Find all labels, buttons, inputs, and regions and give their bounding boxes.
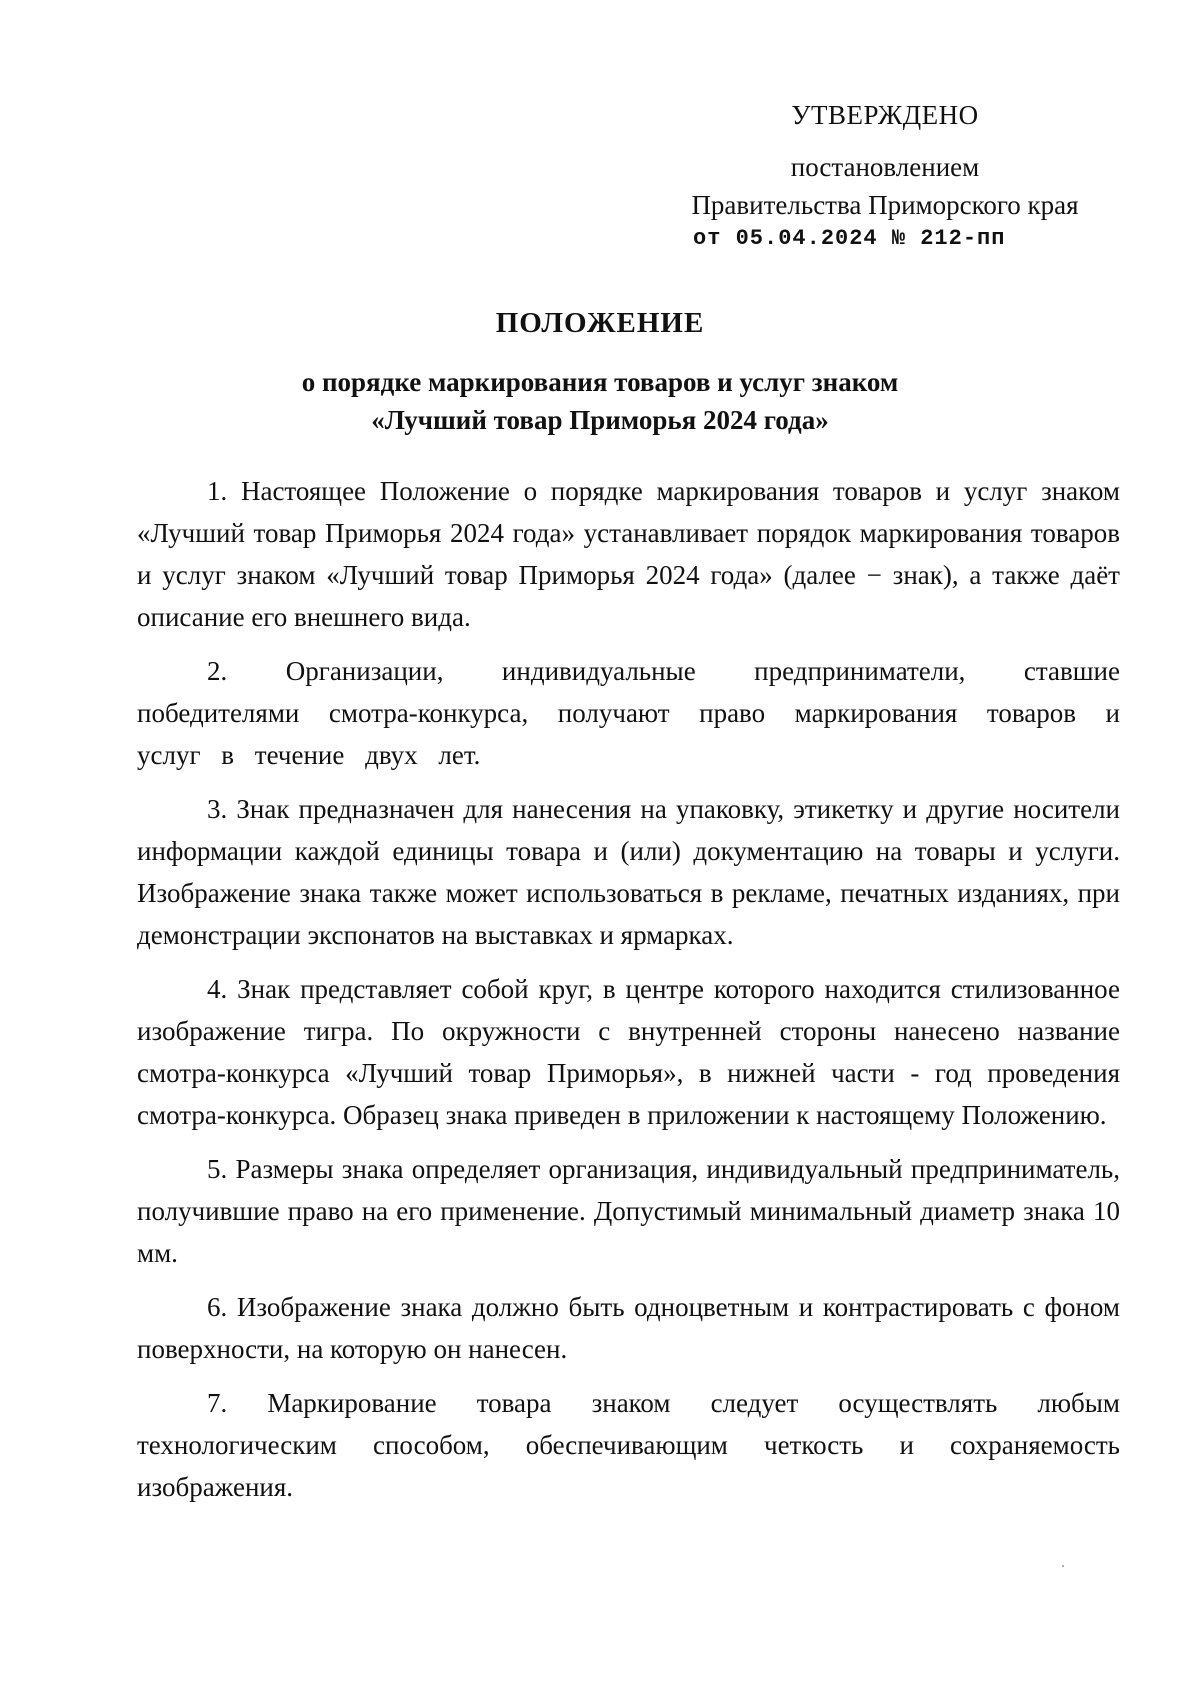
subtitle-line-2: «Лучший товар Приморья 2024 года» [371, 405, 829, 435]
document-subtitle [0, 363, 1200, 439]
approval-block [665, 96, 1105, 254]
approval-stamp: УТВЕРЖДЕНО [791, 100, 979, 130]
paragraph-3: 3. Знак предназначен для нанесения на упаковку, этикетку и другие носители информации каждой единицы товара и (или) документацию на товары и услуги. Изображение знака также может использоваться в рекламе, печатных изданиях, при демонстрации экспонатов на выставках и ярмарках. [137, 794, 1120, 950]
paragraph-2: 2. Организации, индивидуальные предприниматели, ставшие победителями смотра-конкурса, получают право маркирования товаров и услуг в течение двух лет. [137, 656, 1120, 770]
document-title: ПОЛОЖЕНИЕ [495, 307, 705, 339]
approval-line-2: Правительства Приморского края [691, 190, 1079, 220]
subtitle-line-1: о порядке маркирования товаров и услуг знаком [301, 367, 899, 397]
paragraph-5: 5. Размеры знака определяет организация, индивидуальный предприниматель, получившие право на его применение. Допустимый минимальный диаметр знака 10 мм. [137, 1154, 1120, 1268]
paragraph-7: 7. Маркирование товара знаком следует осуществлять любым технологическим способом, обеспечивающим четкость и сохраняемость изображения. [137, 1388, 1120, 1502]
paragraph-1: 1. Настоящее Положение о порядке маркирования товаров и услуг знаком «Лучший товар Приморья 2024 года» устанавливает порядок маркирования товаров и услуг знаком «Лучший товар Приморья 2024 года» (далее − знак), а также даёт описание его внешнего вида. [137, 476, 1120, 632]
approval-line-1: постановлением [790, 152, 980, 182]
paragraph-4: 4. Знак представляет собой круг, в центре которого находится стилизованное изображение тигра. По окружности с внутренней стороны нанесено название смотра-конкурса «Лучший товар Приморья», в нижней части - год проведения смотра-конкурса. Образец знака приведен в приложении к настоящему Положению. [137, 974, 1120, 1130]
registration-number: от 05.04.2024 № 212-пп [693, 226, 1006, 251]
document-body [137, 470, 1120, 1520]
paragraph-6: 6. Изображение знака должно быть одноцветным и контрастировать с фоном поверхности, на которую он нанесен. [137, 1292, 1120, 1364]
scan-speck [1062, 1565, 1064, 1567]
